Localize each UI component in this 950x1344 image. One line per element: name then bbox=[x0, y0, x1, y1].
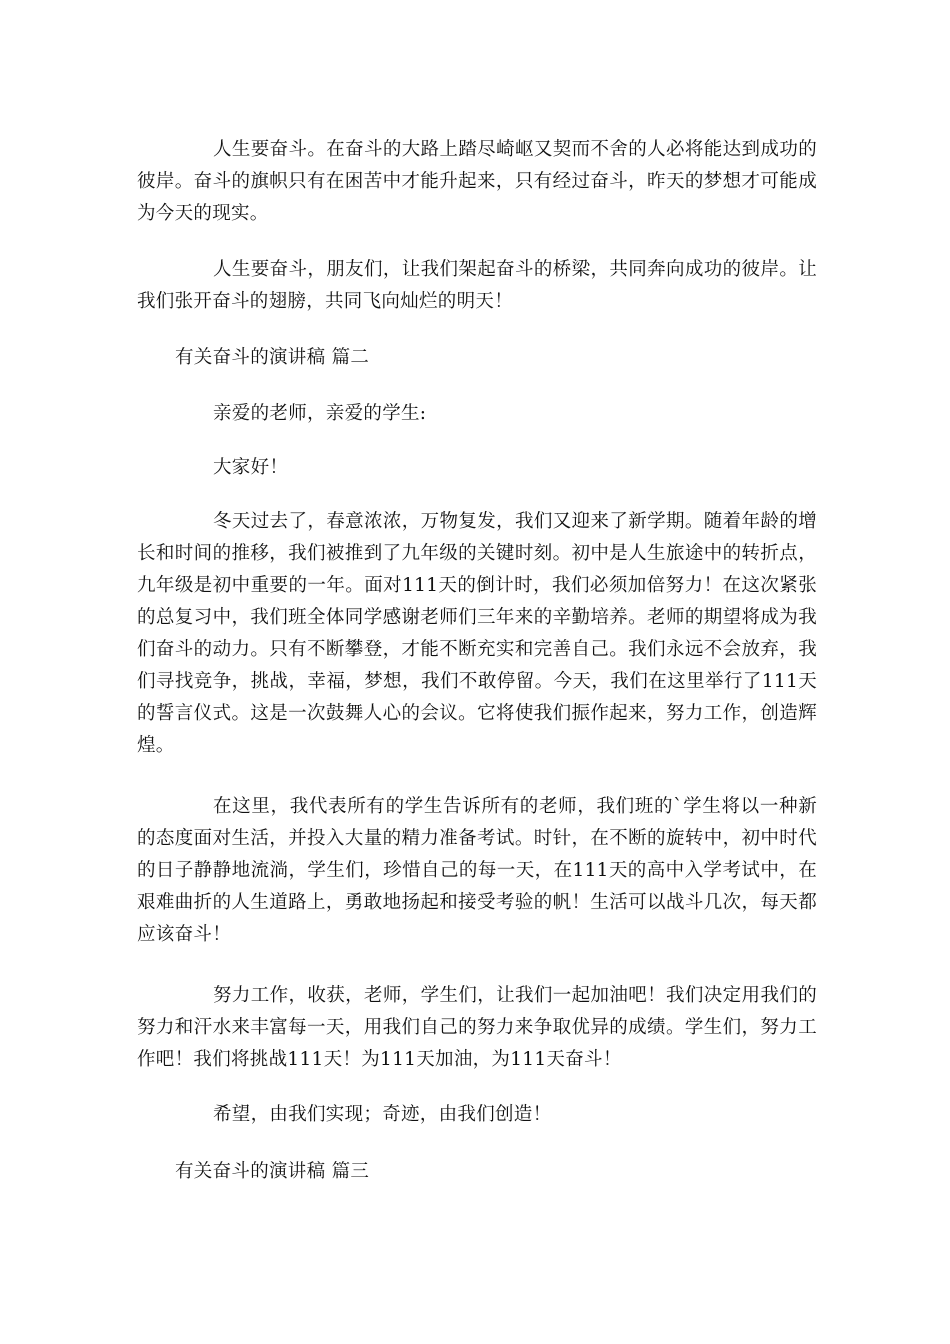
paragraph-striving-bridge: 人生要奋斗，朋友们，让我们架起奋斗的桥梁，共同奔向成功的彼岸。让我们张开奋斗的翅膀，共同飞向灿烂的明天！ bbox=[137, 259, 817, 312]
closing-line: 希望，由我们实现；奇迹，由我们创造！ bbox=[213, 1104, 552, 1125]
paragraph-new-semester: 冬天过去了，春意浓浓，万物复发，我们又迎来了新学期。随着年龄的增长和时间的推移，我们被推到了九年级的关键时刻。初中是人生旅途中的转折点，九年级是初中重要的一年。面对111天的倒计时，我们必须加倍努力！在这次紧张的总复习中，我们班全体同学感谢老师们三年来的辛勤培养。老师的期望将成为我们奋斗的动力。只有不断攀登，才能不断充实和完善自己。我们永远不会放弃，我们寻找竞争，挑战，幸福，梦想，我们不敢停留。今天，我们在这里举行了111天的誓言仪式。这是一次鼓舞人心的会议。它将使我们振作起来，努力工作，创造辉煌。 bbox=[137, 511, 817, 756]
salutation: 亲爱的老师，亲爱的学生: bbox=[213, 403, 427, 424]
paragraph-work-hard: 努力工作，收获，老师，学生们，让我们一起加油吧！我们决定用我们的努力和汗水来丰富每一天，用我们自己的努力来争取优异的成绩。学生们，努力工作吧！我们将挑战111天！为111天加油，为111天奋斗！ bbox=[137, 985, 817, 1070]
section-heading-part-two: 有关奋斗的演讲稿 篇二 bbox=[175, 347, 370, 368]
paragraph-student-pledge: 在这里，我代表所有的学生告诉所有的老师，我们班的`学生将以一种新的态度面对生活，并投入大量的精力准备考试。时针，在不断的旋转中，初中时代的日子静静地流淌，学生们，珍惜自己的每一天，在111天的高中入学考试中，在艰难曲折的人生道路上，勇敢地扬起和接受考验的帆！生活可以战斗几次，每天都应该奋斗！ bbox=[137, 796, 817, 945]
section-heading-part-three: 有关奋斗的演讲稿 篇三 bbox=[175, 1161, 370, 1182]
paragraph-striving-shore: 人生要奋斗。在奋斗的大路上踏尽崎岖又契而不舍的人必将能达到成功的彼岸。奋斗的旗帜只有在困苦中才能升起来，只有经过奋斗，昨天的梦想才可能成为今天的现实。 bbox=[137, 139, 817, 224]
greeting: 大家好！ bbox=[213, 457, 289, 478]
